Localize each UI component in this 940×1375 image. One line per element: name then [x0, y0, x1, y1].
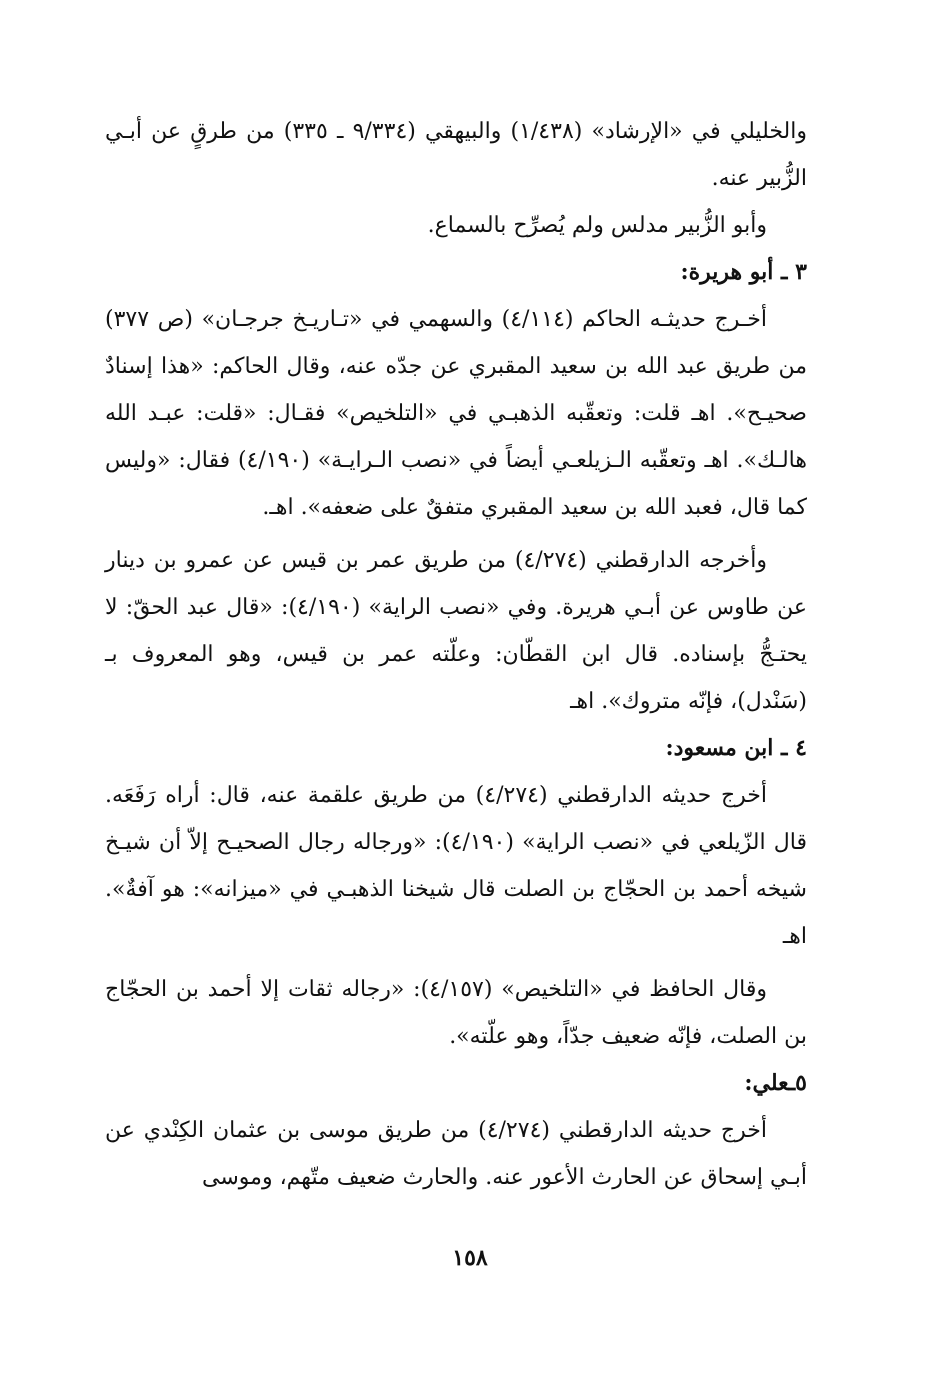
paragraph-daraqutni-umar: وأخرجه الدارقطني (٤/٢٧٤) من طريق عمر بن قيس عن عمرو بن دينار عن طاوس عن أبـي هريرة. وفي «نصب الراية» (٤/١٩٠): «قال عبد الحقّ: لا يحتـجُّ بإسناده. قال ابن القطّان: وعلّته عمر بن قيس، وهو المعروف بـ (سَنْدل)، فإنّه متروك». اهـ	[105, 548, 807, 714]
section-heading-ali: ٥ـعلي:	[744, 1070, 807, 1096]
section-heading-ibn-masud: ٤ ـ ابن مسعود:	[665, 735, 807, 761]
section-heading-abu-hurayra: ٣ ـ أبو هريرة:	[680, 259, 807, 285]
paragraph-abu-zubair-note: وأبو الزُّبير مدلس ولم يُصرِّح بالسماع.	[427, 213, 767, 238]
paragraph-intro: والخليلي في «الإرشاد» (١/٤٣٨) والبيهقي (٩/٣٣٤ ـ ٣٣٥) من طرقٍ عن أبـي الزُّبير عنه.	[105, 119, 807, 191]
page-number: ١٥٨	[452, 1245, 488, 1271]
paragraph-daraqutni-alqama: أخرج حديثه الدارقطني (٤/٢٧٤) من طريق علقمة عنه، قال: أراه رَفَعَه. قال الزّيلعي في «نصب الراية» (٤/١٩٠): «ورجاله رجال الصحيـح إلاّ أن شيـخ شيخه أحمد بن الحجّاج بن الصلت قال شيخنا الذهبـي في «ميزانه»: هو آفةٌ». اهـ	[105, 783, 808, 949]
paragraph-hakim: أخـرج حديثـه الحاكم (٤/١١٤) والسهمي في «تـاريـخ جرجـان» (ص ٣٧٧) من طريق عبد الله بن سعيد المقبري عن جدّه عنه، وقال الحاكم: «هذا إسنادٌ صحيـح». اهـ قلت: وتعقّبه الذهبـي في «التلخيص» فقـال: «قلت: عبـد الله هالـك». اهـ وتعقّبه الـزيلعـي أيضاً في «نصب الـرايـة» (٤/١٩٠) فقال: «وليس كما قال، فعبد الله بن سعيد المقبري متفقٌ على ضعفه». اهـ.	[105, 307, 807, 520]
body-text	[105, 108, 807, 1201]
paragraph-daraqutni-musa: أخرج حديثه الدارقطني (٤/٢٧٤) من طريق موسى بن عثمان الكِنْدي عن أبـي إسحاق عن الحارث الأعور عنه. والحارث ضعيف متّهم، وموسى	[105, 1118, 807, 1190]
paragraph-hafiz-talkhis: وقال الحافظ في «التلخيص» (٤/١٥٧): «رجاله ثقات إلا أحمد بن الحجّاج بن الصلت، فإنّه ضعيف جدّاً، وهو علّته».	[105, 977, 807, 1049]
